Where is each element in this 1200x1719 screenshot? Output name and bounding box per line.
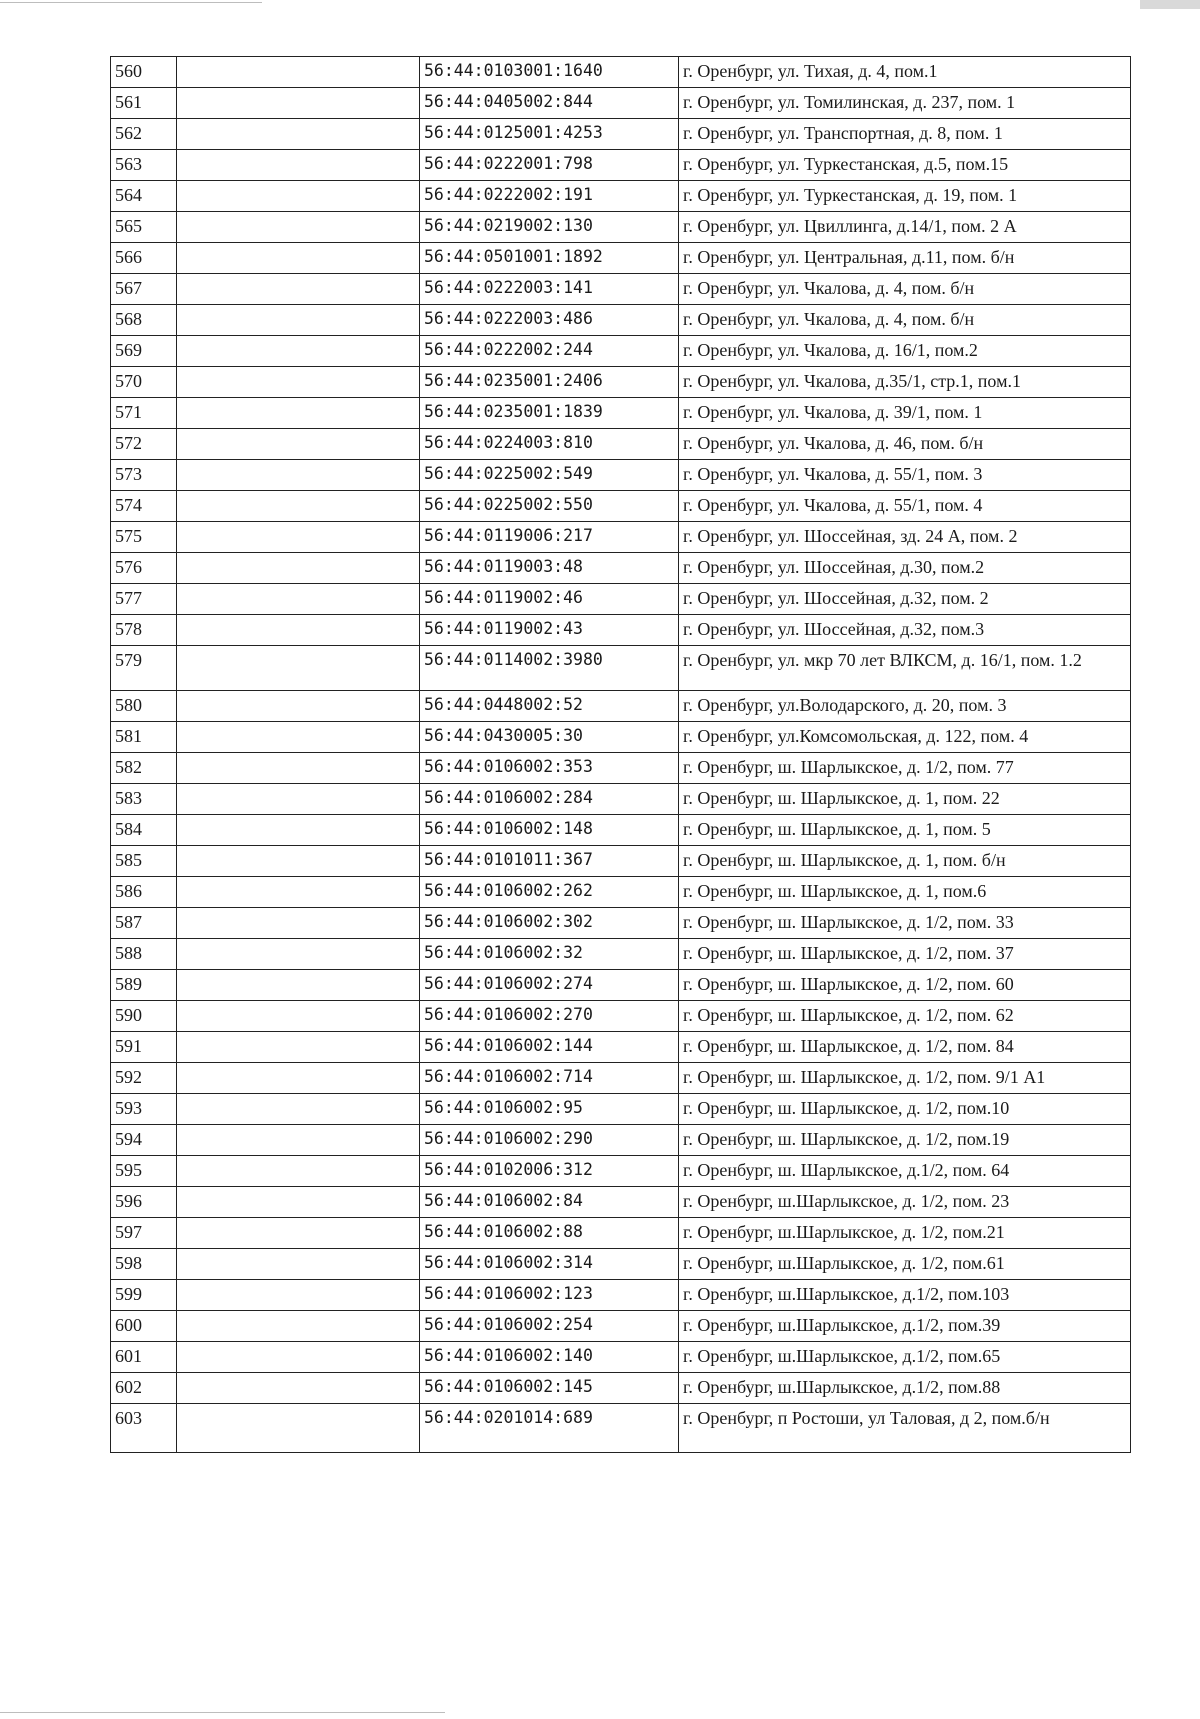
- address: г. Оренбург, ул. Шоссейная, зд. 24 А, пом. 2: [679, 522, 1131, 553]
- row-number: 583: [111, 784, 177, 815]
- row-number: 584: [111, 815, 177, 846]
- row-number: 564: [111, 181, 177, 212]
- empty-cell: [177, 691, 420, 722]
- row-number: 572: [111, 429, 177, 460]
- address: г. Оренбург, ш.Шарлыкское, д.1/2, пом.103: [679, 1280, 1131, 1311]
- table-row: [111, 1342, 1131, 1373]
- table-row: [111, 1063, 1131, 1094]
- table-row: [111, 119, 1131, 150]
- row-number: 569: [111, 336, 177, 367]
- row-number: 600: [111, 1311, 177, 1342]
- cadastral-number: 56:44:0106002:284: [420, 784, 679, 815]
- row-number: 576: [111, 553, 177, 584]
- cadastral-number: 56:44:0224003:810: [420, 429, 679, 460]
- cadastral-number: 56:44:0222002:244: [420, 336, 679, 367]
- row-number: 579: [111, 646, 177, 691]
- address: г. Оренбург, ш. Шарлыкское, д. 1/2, пом. 60: [679, 970, 1131, 1001]
- cadastral-number: 56:44:0235001:2406: [420, 367, 679, 398]
- empty-cell: [177, 181, 420, 212]
- table-row: [111, 336, 1131, 367]
- address: г. Оренбург, ул. Чкалова, д.35/1, стр.1, пом.1: [679, 367, 1131, 398]
- address: г. Оренбург, ш. Шарлыкское, д. 1/2, пом.10: [679, 1094, 1131, 1125]
- cadastral-number: 56:44:0405002:844: [420, 88, 679, 119]
- row-number: 603: [111, 1404, 177, 1453]
- row-number: 575: [111, 522, 177, 553]
- empty-cell: [177, 846, 420, 877]
- address: г. Оренбург, п Ростоши, ул Таловая, д 2, пом.б/н: [679, 1404, 1131, 1453]
- table-row: [111, 1280, 1131, 1311]
- empty-cell: [177, 522, 420, 553]
- address: г. Оренбург, ш.Шарлыкское, д.1/2, пом.39: [679, 1311, 1131, 1342]
- address: г. Оренбург, ул. Туркестанская, д. 19, пом. 1: [679, 181, 1131, 212]
- address: г. Оренбург, ул. Шоссейная, д.32, пом. 2: [679, 584, 1131, 615]
- cadastral-number: 56:44:0106002:270: [420, 1001, 679, 1032]
- cadastral-number: 56:44:0106002:88: [420, 1218, 679, 1249]
- table-row: [111, 1032, 1131, 1063]
- address: г. Оренбург, ул. Чкалова, д. 16/1, пом.2: [679, 336, 1131, 367]
- cadastral-number: 56:44:0103001:1640: [420, 57, 679, 88]
- empty-cell: [177, 1125, 420, 1156]
- address: г. Оренбург, ш. Шарлыкское, д. 1/2, пом. 84: [679, 1032, 1131, 1063]
- scan-artifact: [1140, 0, 1200, 9]
- empty-cell: [177, 1404, 420, 1453]
- table-row: [111, 615, 1131, 646]
- address: г. Оренбург, ш. Шарлыкское, д. 1, пом. 22: [679, 784, 1131, 815]
- row-number: 593: [111, 1094, 177, 1125]
- row-number: 597: [111, 1218, 177, 1249]
- table-row: [111, 1404, 1131, 1453]
- empty-cell: [177, 615, 420, 646]
- empty-cell: [177, 243, 420, 274]
- cadastral-number: 56:44:0106002:123: [420, 1280, 679, 1311]
- cadastral-number: 56:44:0119006:217: [420, 522, 679, 553]
- cadastral-number: 56:44:0225002:549: [420, 460, 679, 491]
- row-number: 589: [111, 970, 177, 1001]
- row-number: 580: [111, 691, 177, 722]
- address: г. Оренбург, ул. Шоссейная, д.30, пом.2: [679, 553, 1131, 584]
- address: г. Оренбург, ш. Шарлыкское, д. 1/2, пом. 77: [679, 753, 1131, 784]
- empty-cell: [177, 119, 420, 150]
- row-number: 570: [111, 367, 177, 398]
- empty-cell: [177, 460, 420, 491]
- cadastral-number: 56:44:0102006:312: [420, 1156, 679, 1187]
- row-number: 598: [111, 1249, 177, 1280]
- table-row: [111, 1311, 1131, 1342]
- address: г. Оренбург, ул. Чкалова, д. 4, пом. б/н: [679, 274, 1131, 305]
- address: г. Оренбург, ул.Володарского, д. 20, пом. 3: [679, 691, 1131, 722]
- address: г. Оренбург, ш.Шарлыкское, д. 1/2, пом. 23: [679, 1187, 1131, 1218]
- scan-edge-bottom: [0, 1712, 445, 1713]
- empty-cell: [177, 57, 420, 88]
- cadastral-number: 56:44:0501001:1892: [420, 243, 679, 274]
- table-row: [111, 646, 1131, 691]
- address: г. Оренбург, ш. Шарлыкское, д. 1/2, пом. 62: [679, 1001, 1131, 1032]
- address: г. Оренбург, ул. Тихая, д. 4, пом.1: [679, 57, 1131, 88]
- row-number: 596: [111, 1187, 177, 1218]
- cadastral-number: 56:44:0106002:145: [420, 1373, 679, 1404]
- table-row: [111, 57, 1131, 88]
- table-row: [111, 1156, 1131, 1187]
- row-number: 578: [111, 615, 177, 646]
- cadastral-number: 56:44:0119003:48: [420, 553, 679, 584]
- table-row: [111, 784, 1131, 815]
- row-number: 599: [111, 1280, 177, 1311]
- empty-cell: [177, 1373, 420, 1404]
- empty-cell: [177, 1094, 420, 1125]
- row-number: 582: [111, 753, 177, 784]
- row-number: 587: [111, 908, 177, 939]
- row-number: 577: [111, 584, 177, 615]
- address: г. Оренбург, ул. Томилинская, д. 237, пом. 1: [679, 88, 1131, 119]
- row-number: 574: [111, 491, 177, 522]
- row-number: 566: [111, 243, 177, 274]
- cadastral-number: 56:44:0106002:262: [420, 877, 679, 908]
- table-row: [111, 460, 1131, 491]
- empty-cell: [177, 908, 420, 939]
- cadastral-number: 56:44:0222003:141: [420, 274, 679, 305]
- address: г. Оренбург, ш. Шарлыкское, д. 1, пом. 5: [679, 815, 1131, 846]
- cadastral-number: 56:44:0106002:32: [420, 939, 679, 970]
- empty-cell: [177, 1187, 420, 1218]
- empty-cell: [177, 939, 420, 970]
- empty-cell: [177, 212, 420, 243]
- cadastral-number: 56:44:0125001:4253: [420, 119, 679, 150]
- row-number: 573: [111, 460, 177, 491]
- address: г. Оренбург, ш. Шарлыкское, д. 1/2, пом. 9/1 А1: [679, 1063, 1131, 1094]
- property-register-table: [110, 56, 1131, 1453]
- address: г. Оренбург, ш.Шарлыкское, д. 1/2, пом.61: [679, 1249, 1131, 1280]
- table-row: [111, 181, 1131, 212]
- cadastral-number: 56:44:0106002:140: [420, 1342, 679, 1373]
- address: г. Оренбург, ш. Шарлыкское, д. 1/2, пом. 33: [679, 908, 1131, 939]
- empty-cell: [177, 970, 420, 1001]
- empty-cell: [177, 305, 420, 336]
- address: г. Оренбург, ул. Шоссейная, д.32, пом.3: [679, 615, 1131, 646]
- table-row: [111, 1249, 1131, 1280]
- table-row: [111, 243, 1131, 274]
- row-number: 568: [111, 305, 177, 336]
- empty-cell: [177, 1311, 420, 1342]
- address: г. Оренбург, ул. Чкалова, д. 39/1, пом. 1: [679, 398, 1131, 429]
- table-row: [111, 908, 1131, 939]
- empty-cell: [177, 429, 420, 460]
- cadastral-number: 56:44:0222003:486: [420, 305, 679, 336]
- table-row: [111, 1125, 1131, 1156]
- table-row: [111, 522, 1131, 553]
- row-number: 571: [111, 398, 177, 429]
- row-number: 592: [111, 1063, 177, 1094]
- row-number: 563: [111, 150, 177, 181]
- cadastral-number: 56:44:0106002:290: [420, 1125, 679, 1156]
- cadastral-number: 56:44:0430005:30: [420, 722, 679, 753]
- row-number: 588: [111, 939, 177, 970]
- address: г. Оренбург, ш.Шарлыкское, д.1/2, пом.88: [679, 1373, 1131, 1404]
- table-row: [111, 970, 1131, 1001]
- table-row: [111, 212, 1131, 243]
- cadastral-number: 56:44:0106002:144: [420, 1032, 679, 1063]
- register-body: [111, 57, 1131, 1453]
- empty-cell: [177, 336, 420, 367]
- address: г. Оренбург, ул. Чкалова, д. 55/1, пом. 4: [679, 491, 1131, 522]
- empty-cell: [177, 1156, 420, 1187]
- address: г. Оренбург, ш. Шарлыкское, д. 1, пом.6: [679, 877, 1131, 908]
- cadastral-number: 56:44:0448002:52: [420, 691, 679, 722]
- empty-cell: [177, 584, 420, 615]
- row-number: 562: [111, 119, 177, 150]
- address: г. Оренбург, ш. Шарлыкское, д. 1/2, пом.19: [679, 1125, 1131, 1156]
- empty-cell: [177, 815, 420, 846]
- cadastral-number: 56:44:0235001:1839: [420, 398, 679, 429]
- row-number: 594: [111, 1125, 177, 1156]
- address: г. Оренбург, ул.Комсомольская, д. 122, пом. 4: [679, 722, 1131, 753]
- table-row: [111, 553, 1131, 584]
- row-number: 567: [111, 274, 177, 305]
- empty-cell: [177, 753, 420, 784]
- cadastral-number: 56:44:0106002:714: [420, 1063, 679, 1094]
- cadastral-number: 56:44:0225002:550: [420, 491, 679, 522]
- cadastral-number: 56:44:0101011:367: [420, 846, 679, 877]
- address: г. Оренбург, ш. Шарлыкское, д.1/2, пом. 64: [679, 1156, 1131, 1187]
- empty-cell: [177, 722, 420, 753]
- empty-cell: [177, 150, 420, 181]
- cadastral-number: 56:44:0119002:46: [420, 584, 679, 615]
- row-number: 560: [111, 57, 177, 88]
- empty-cell: [177, 88, 420, 119]
- row-number: 586: [111, 877, 177, 908]
- row-number: 561: [111, 88, 177, 119]
- cadastral-number: 56:44:0114002:3980: [420, 646, 679, 691]
- row-number: 602: [111, 1373, 177, 1404]
- address: г. Оренбург, ул. Туркестанская, д.5, пом.15: [679, 150, 1131, 181]
- row-number: 591: [111, 1032, 177, 1063]
- table-row: [111, 1001, 1131, 1032]
- cadastral-number: 56:44:0219002:130: [420, 212, 679, 243]
- cadastral-number: 56:44:0106002:254: [420, 1311, 679, 1342]
- cadastral-number: 56:44:0106002:314: [420, 1249, 679, 1280]
- row-number: 581: [111, 722, 177, 753]
- empty-cell: [177, 274, 420, 305]
- row-number: 585: [111, 846, 177, 877]
- empty-cell: [177, 491, 420, 522]
- row-number: 601: [111, 1342, 177, 1373]
- cadastral-number: 56:44:0201014:689: [420, 1404, 679, 1453]
- table-row: [111, 877, 1131, 908]
- empty-cell: [177, 1032, 420, 1063]
- cadastral-number: 56:44:0106002:148: [420, 815, 679, 846]
- address: г. Оренбург, ул. Чкалова, д. 4, пом. б/н: [679, 305, 1131, 336]
- address: г. Оренбург, ш.Шарлыкское, д. 1/2, пом.21: [679, 1218, 1131, 1249]
- address: г. Оренбург, ул. Чкалова, д. 55/1, пом. 3: [679, 460, 1131, 491]
- empty-cell: [177, 1249, 420, 1280]
- address: г. Оренбург, ул. Цвиллинга, д.14/1, пом. 2 А: [679, 212, 1131, 243]
- table-row: [111, 367, 1131, 398]
- table-row: [111, 939, 1131, 970]
- cadastral-number: 56:44:0106002:84: [420, 1187, 679, 1218]
- table-row: [111, 1187, 1131, 1218]
- empty-cell: [177, 646, 420, 691]
- table-row: [111, 429, 1131, 460]
- address: г. Оренбург, ш.Шарлыкское, д.1/2, пом.65: [679, 1342, 1131, 1373]
- table-row: [111, 722, 1131, 753]
- empty-cell: [177, 1342, 420, 1373]
- row-number: 595: [111, 1156, 177, 1187]
- table-row: [111, 584, 1131, 615]
- address: г. Оренбург, ул. мкр 70 лет ВЛКСМ, д. 16/1, пом. 1.2: [679, 646, 1131, 691]
- table-row: [111, 753, 1131, 784]
- table-row: [111, 150, 1131, 181]
- cadastral-number: 56:44:0106002:95: [420, 1094, 679, 1125]
- table-row: [111, 274, 1131, 305]
- address: г. Оренбург, ул. Транспортная, д. 8, пом. 1: [679, 119, 1131, 150]
- address: г. Оренбург, ул. Центральная, д.11, пом. б/н: [679, 243, 1131, 274]
- table-row: [111, 88, 1131, 119]
- table-row: [111, 491, 1131, 522]
- cadastral-number: 56:44:0222001:798: [420, 150, 679, 181]
- empty-cell: [177, 784, 420, 815]
- cadastral-number: 56:44:0119002:43: [420, 615, 679, 646]
- scan-edge-top: [0, 2, 262, 3]
- empty-cell: [177, 398, 420, 429]
- empty-cell: [177, 1001, 420, 1032]
- table-row: [111, 398, 1131, 429]
- empty-cell: [177, 877, 420, 908]
- cadastral-number: 56:44:0222002:191: [420, 181, 679, 212]
- empty-cell: [177, 367, 420, 398]
- row-number: 590: [111, 1001, 177, 1032]
- cadastral-number: 56:44:0106002:302: [420, 908, 679, 939]
- table-row: [111, 691, 1131, 722]
- empty-cell: [177, 553, 420, 584]
- address: г. Оренбург, ш. Шарлыкское, д. 1/2, пом. 37: [679, 939, 1131, 970]
- row-number: 565: [111, 212, 177, 243]
- empty-cell: [177, 1218, 420, 1249]
- table-row: [111, 846, 1131, 877]
- table-row: [111, 815, 1131, 846]
- table-row: [111, 1218, 1131, 1249]
- address: г. Оренбург, ул. Чкалова, д. 46, пом. б/н: [679, 429, 1131, 460]
- table-row: [111, 305, 1131, 336]
- table-row: [111, 1094, 1131, 1125]
- cadastral-number: 56:44:0106002:353: [420, 753, 679, 784]
- empty-cell: [177, 1280, 420, 1311]
- table-row: [111, 1373, 1131, 1404]
- address: г. Оренбург, ш. Шарлыкское, д. 1, пом. б/н: [679, 846, 1131, 877]
- empty-cell: [177, 1063, 420, 1094]
- cadastral-number: 56:44:0106002:274: [420, 970, 679, 1001]
